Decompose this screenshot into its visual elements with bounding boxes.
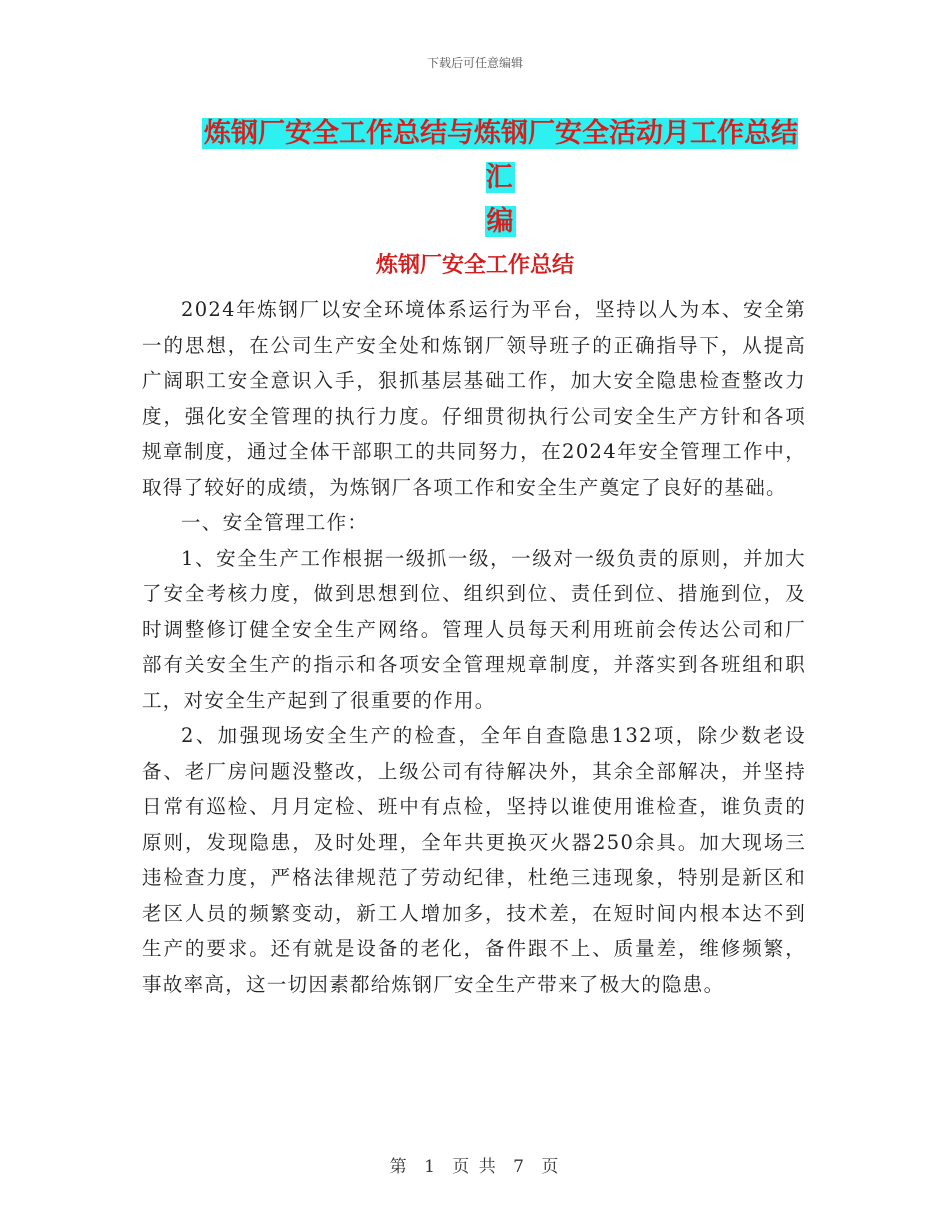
header-note: 下载后可任意编辑 (426, 56, 523, 70)
section-title: 炼钢厂安全工作总结 (375, 253, 574, 278)
document-body (142, 292, 806, 1002)
title-line-1: 炼钢厂安全工作总结与炼钢厂安全活动月工作总结汇 (204, 118, 798, 193)
footer-prefix: 第 (389, 1157, 409, 1177)
paragraph-intro: 2024年炼钢厂以安全环境体系运行为平台，坚持以人为本、安全第一的思想，在公司生产安全处和炼钢厂领导班子的正确指导下，从提高广阔职工安全意识入手，狠抓基层基础工作，加大安全隐患检查整改力度，强化安全管理的执行力度。仔细贯彻执行公司安全生产方针和各项规章制度，通过全体干部职工的共同努力，在2024年安全管理工作中，取得了较好的成绩，为炼钢厂各项工作和安全生产奠定了良好的基础。 (142, 298, 806, 499)
paragraph-item-2: 2、加强现场安全生产的检查，全年自查隐患132项，除少数老设备、老厂房问题没整改，上级公司有待解决外，其余全部解决，并坚持日常有巡检、月月定检、班中有点检，坚持以谁使用谁检查，谁负责的原则，发现隐患，及时处理，全年共更换灭火器250余具。加大现场三违检查力度，严格法律规范了劳动纪律，杜绝三违现象，特别是新区和老区人员的频繁变动，新工人增加多，技术差，在短时间内根本达不到生产的要求。还有就是设备的老化，备件跟不上、质量差，维修频繁，事故率高，这一切因素都给炼钢厂安全生产带来了极大的隐患。 (142, 724, 806, 996)
document-title (190, 112, 810, 244)
footer-current-page: 1 (424, 1157, 437, 1177)
paragraph-item-1: 1、安全生产工作根据一级抓一级，一级对一级负责的原则，并加大了安全考核力度，做到思想到位、组织到位、责任到位、措施到位，及时调整修订健全安全生产网络。管理人员每天利用班前会传达公司和厂部有关安全生产的指示和各项安全管理规章制度，并落实到各班组和职工，对安全生产起到了很重要的作用。 (142, 546, 806, 712)
footer-suffix: 页 (541, 1157, 561, 1177)
footer-total-pages: 7 (513, 1157, 526, 1177)
page-footer (0, 1152, 950, 1177)
paragraph-heading-1: 一、安全管理工作： (181, 511, 369, 534)
footer-middle: 页 共 (452, 1157, 498, 1177)
title-line-2: 编 (486, 206, 514, 237)
